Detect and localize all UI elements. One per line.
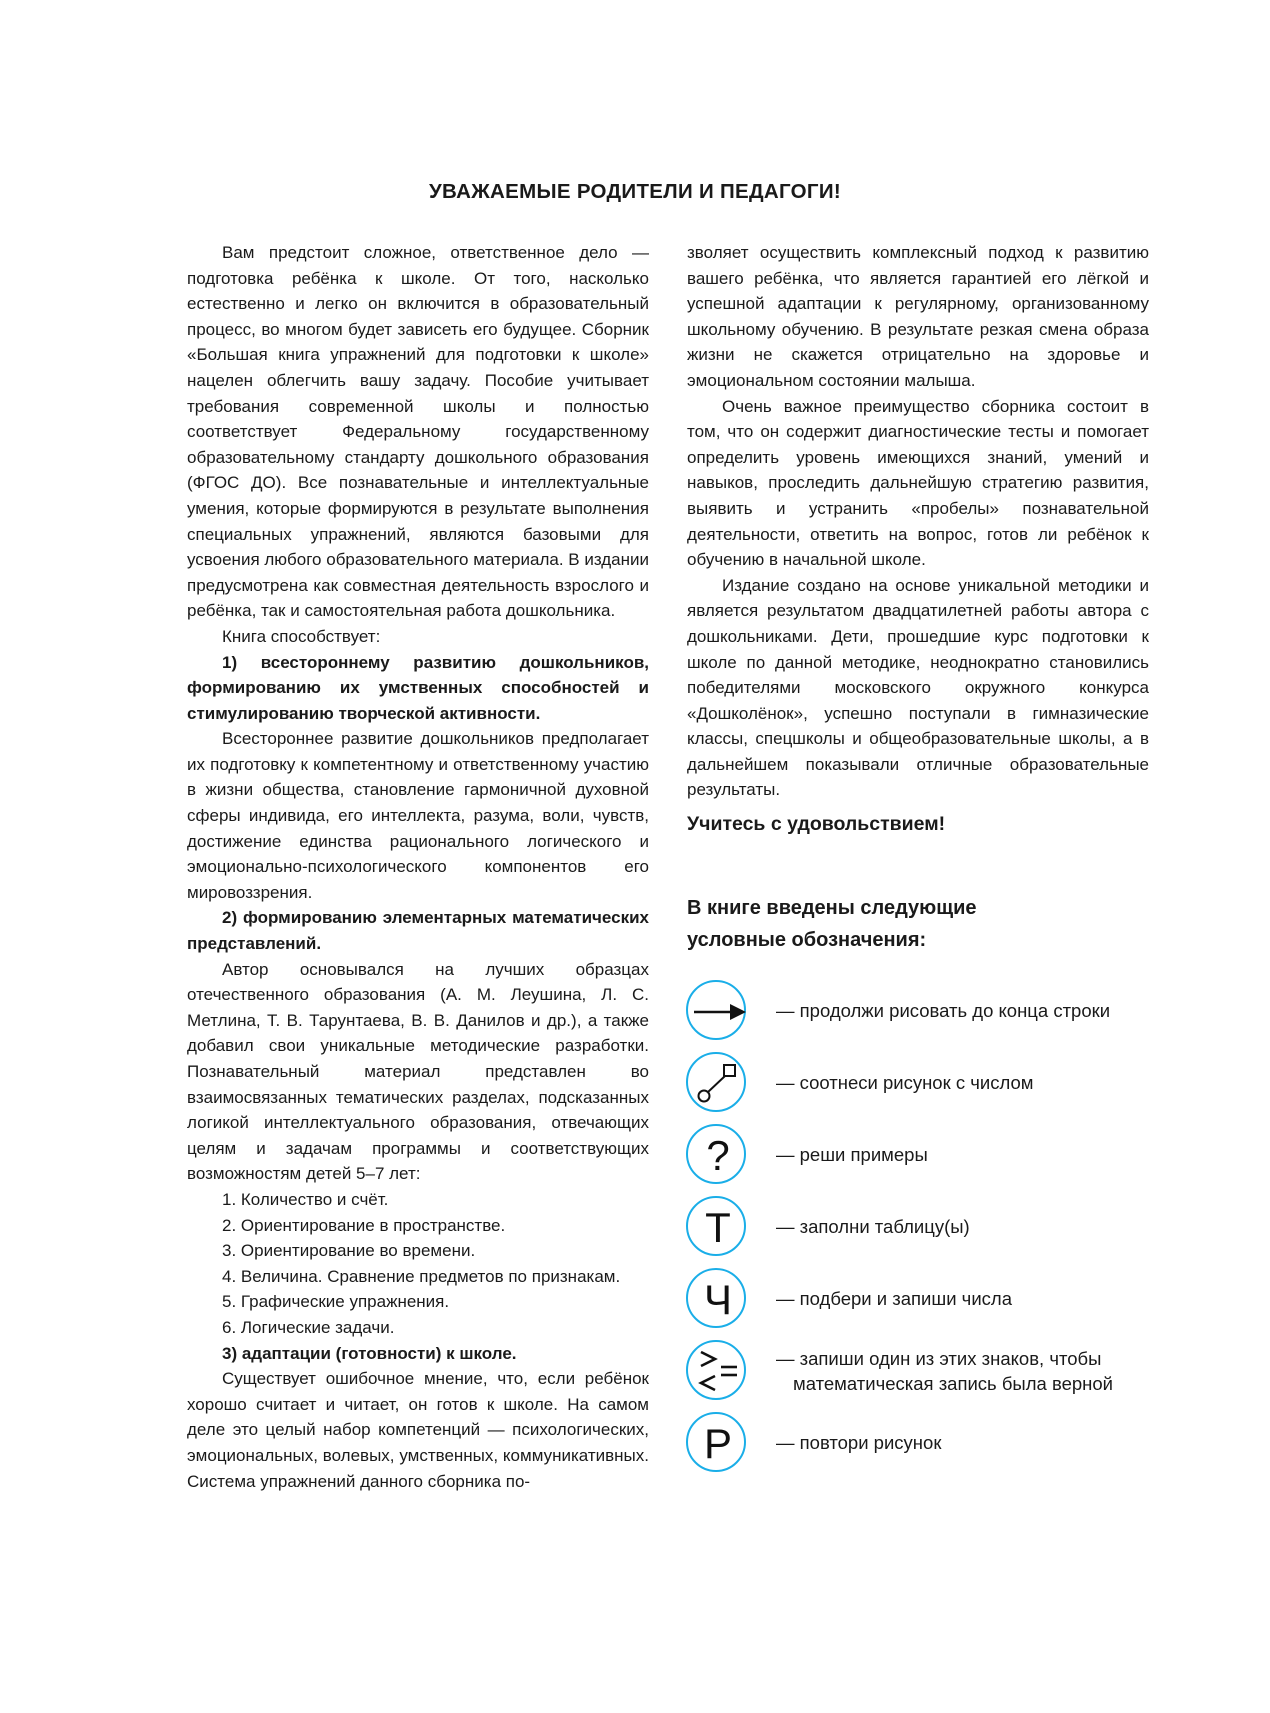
legend-item-text: — повтори рисунок (776, 1432, 942, 1453)
right-column (687, 240, 1149, 838)
legend-item-text-line: — запиши один из этих знаков, чтобы (776, 1348, 1102, 1369)
arrow-right-icon (686, 980, 746, 1040)
advantage-paragraph: Очень важное преимущество сборника состоит в том, что он содержит диагностические тесты и помогает определить уровень имеющихся знаний, умений и навыков, проследить дальнейшую стратегию развития, выявить и устранить «пробелы» познавательной деятельности, ответить на вопрос, готов ли ребёнок к обучению в начальной школе. (687, 396, 1149, 570)
section-item: 1. Количество и счёт. (222, 1189, 389, 1209)
section-item: 5. Графические упражнения. (222, 1292, 450, 1312)
point-2-heading: 2) формированию элементарных математических представлений. (187, 908, 649, 954)
legend-item (686, 1340, 1146, 1406)
page-title: УВАЖАЕМЫЕ РОДИТЕЛИ И ПЕДАГОГИ! (428, 180, 841, 203)
arrow-right-icon-graphic (688, 982, 748, 1042)
legend-item (686, 1268, 1146, 1334)
compare-signs-icon-graphic (688, 1342, 748, 1402)
letter-t-symbol: Т (705, 1204, 731, 1251)
letter-ch-icon (686, 1268, 746, 1328)
compare-signs-icon (686, 1340, 746, 1400)
connect-line-icon (686, 1052, 746, 1112)
question-symbol: ? (706, 1132, 730, 1179)
legend-item (686, 1196, 1146, 1262)
legend-item-text (776, 1346, 1113, 1396)
section-item: 6. Логические задачи. (222, 1317, 395, 1337)
method-paragraph: Издание создано на основе уникальной методики и является результатом двадцатилетней работы автора с дошкольниками. Дети, прошедшие курс подготовки к школе по данной методике, неоднократно становились победителями московского окружного конкурса «Дошколёнок», успешно поступали в гимназические классы, спецшколы и общеобразовательные школы, а в дальнейшем показывали отличные образовательные результаты. (687, 575, 1149, 800)
letter-t-icon (686, 1196, 746, 1256)
left-column (187, 240, 649, 1494)
legend-item (686, 980, 1146, 1046)
point-3-heading: 3) адаптации (готовности) к школе. (222, 1343, 517, 1363)
legend-item-text: — реши примеры (776, 1144, 928, 1165)
letter-ch-symbol: Ч (704, 1276, 732, 1323)
connect-line-icon-graphic (688, 1054, 748, 1114)
legend-item-text: — продолжи рисовать до конца строки (776, 1000, 1111, 1021)
legend-item (686, 1052, 1146, 1118)
section-item: 3. Ориентирование во времени. (222, 1241, 476, 1261)
continuation-paragraph: зволяет осуществить комплексный подход к развитию вашего ребёнка, что является гарантией его лёгкой и успешной адаптации к регулярному, организованному школьному обучению. В результате резкая смена образа жизни не скажется отрицательно на здоровье и эмоциональном состоянии малыша. (687, 243, 1149, 390)
legend-item (686, 1412, 1146, 1478)
letter-r-icon (686, 1412, 746, 1472)
promotes-line: Книга способствует: (222, 626, 381, 646)
legend-item-text: — подбери и запиши числа (776, 1288, 1012, 1309)
question-icon (686, 1124, 746, 1184)
legend-item-text: — заполни таблицу(ы) (776, 1216, 970, 1237)
legend-item-text: — соотнеси рисунок с числом (776, 1072, 1034, 1093)
point-2-text: Автор основывался на лучших образцах отечественного образования (А. М. Леушина, Л. С. Метлина, Т. В. Тарунтаева, В. В. Данилов и др.), а также добавил свои уникальные методические разработки. Познавательный материал представлен во взаимосвязанных тематических разделах, подсказанных логикой интеллектуального образования, отвечающих целям и задачам программы и соответствующих возможностям детей 5–7 лет: (187, 959, 649, 1184)
section-item: 2. Ориентирование в пространстве. (222, 1215, 506, 1235)
legend-title (687, 892, 1107, 956)
legend-item (686, 1124, 1146, 1190)
point-3-text: Существует ошибочное мнение, что, если ребёнок хорошо считает и читает, он готов к школе. На самом деле это целый набор компетенций — психологических, эмоциональных, волевых, умственных, коммуникативных. Система упражнений данного сборника по- (187, 1369, 649, 1491)
legend-title-line: условные обозначения: (687, 929, 927, 951)
slogan: Учитесь с удовольствием! (687, 813, 946, 836)
point-1-text: Всестороннее развитие дошкольников предполагает их подготовку к компетентному и ответственному участию в жизни общества, становление гармоничной духовной сферы индивида, его интеллекта, разума, воли, чувств, достижение единства рационального логического и эмоционально-психологического компонентов его мировоззрения. (187, 729, 649, 902)
legend-title-line: В книге введены следующие (687, 897, 977, 919)
letter-r-symbol: Р (703, 1420, 732, 1467)
section-item: 4. Величина. Сравнение предметов по признакам. (222, 1266, 621, 1286)
legend-item-text-line: математическая запись была верной (793, 1373, 1113, 1394)
intro-paragraph: Вам предстоит сложное, ответственное дело — подготовка ребёнка к школе. От того, насколько естественно и легко он включится в образовательный процесс, во многом будет зависеть его будущее. Сборник «Большая книга упражнений для подготовки к школе» нацелен облегчить вашу задачу. Пособие учитывает требования современной школы и полностью соответствует Федеральному государственному образовательному стандарту дошкольного образования (ФГОС ДО). Все познавательные и интеллектуальные умения, которые формируются в результате выполнения специальных упражнений, являются базовыми для усвоения любого образовательного материала. В издании предусмотрена как совместная деятельность взрослого и ребёнка, так и самостоятельная работа дошкольника. (187, 243, 650, 621)
point-1-heading: 1) всестороннему развитию дошкольников, формированию их умственных способностей и стимулированию творческой активности. (187, 652, 649, 723)
